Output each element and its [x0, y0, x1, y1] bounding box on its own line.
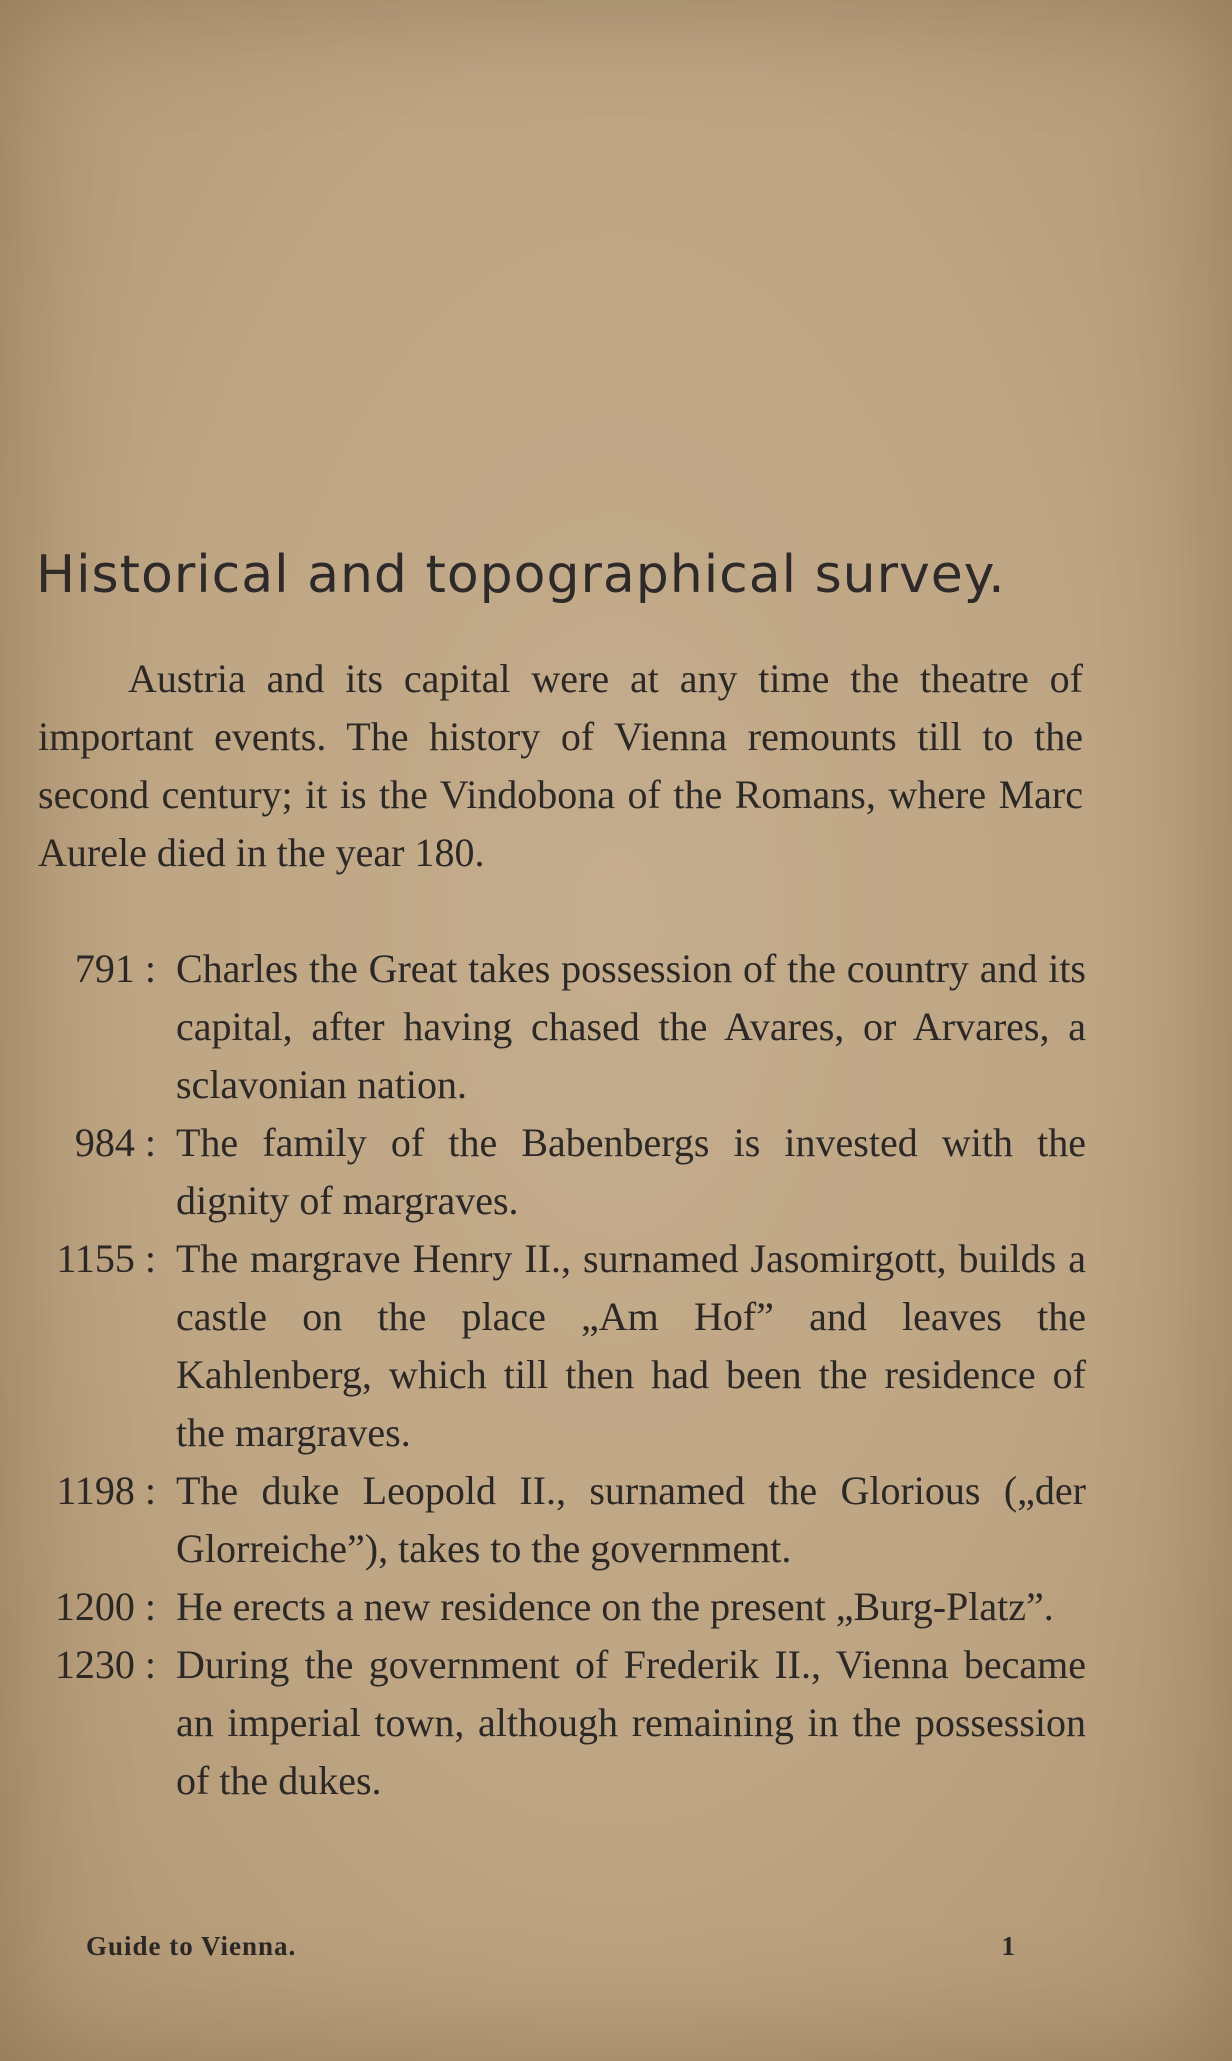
- chronology-entry: [26, 1114, 1086, 1230]
- entry-year: 1155 :: [56, 1236, 156, 1281]
- entry-text: Charles the Great takes possession of the country and its capital, after having chased the Avares, or Arvares, a sclavonian nation.: [176, 946, 1086, 1107]
- entry-year: 984 :: [74, 1120, 156, 1165]
- chronology-list: [26, 940, 1086, 1810]
- entry-text: During the government of Frederik II., Vienna became an imperial town, although remaining in the possession of the dukes.: [176, 1642, 1086, 1803]
- entry-year: 1200 :: [54, 1584, 156, 1629]
- entry-text: The family of the Babenbergs is invested with the dignity of margraves.: [176, 1120, 1086, 1223]
- entry-text: The margrave Henry II., surnamed Jasomirgott, builds a castle on the place „Am Hof” and leaves the Kahlenberg, which till then had been the residence of the margraves.: [176, 1236, 1086, 1455]
- chronology-entry: [26, 1636, 1086, 1810]
- entry-text: The duke Leopold II., surnamed the Glorious („der Glorreiche”), takes to the government.: [176, 1468, 1086, 1571]
- entry-year: 1230 :: [54, 1642, 156, 1687]
- intro-paragraph: [38, 650, 1083, 882]
- page-heading: Historical and topographical survey.: [36, 545, 1006, 605]
- page-footer: [86, 1931, 1016, 1962]
- footer-title: Guide to Vienna.: [86, 1931, 297, 1961]
- chronology-entry: [26, 940, 1086, 1114]
- entry-text: He erects a new residence on the present „Burg-Platz”.: [176, 1584, 1054, 1629]
- chronology-entry: [26, 1230, 1086, 1462]
- intro-text: Austria and its capital were at any time the theatre of important events. The history of Vienna remounts till to the second century; it is the Vindobona of the Romans, where Marc Aurele died in the year 180.: [38, 656, 1083, 875]
- chronology-entry: [26, 1578, 1086, 1636]
- entry-year: 1198 :: [56, 1468, 156, 1513]
- entry-year: 791 :: [74, 946, 156, 991]
- page-number: 1: [1001, 1931, 1016, 1961]
- chronology-entry: [26, 1462, 1086, 1578]
